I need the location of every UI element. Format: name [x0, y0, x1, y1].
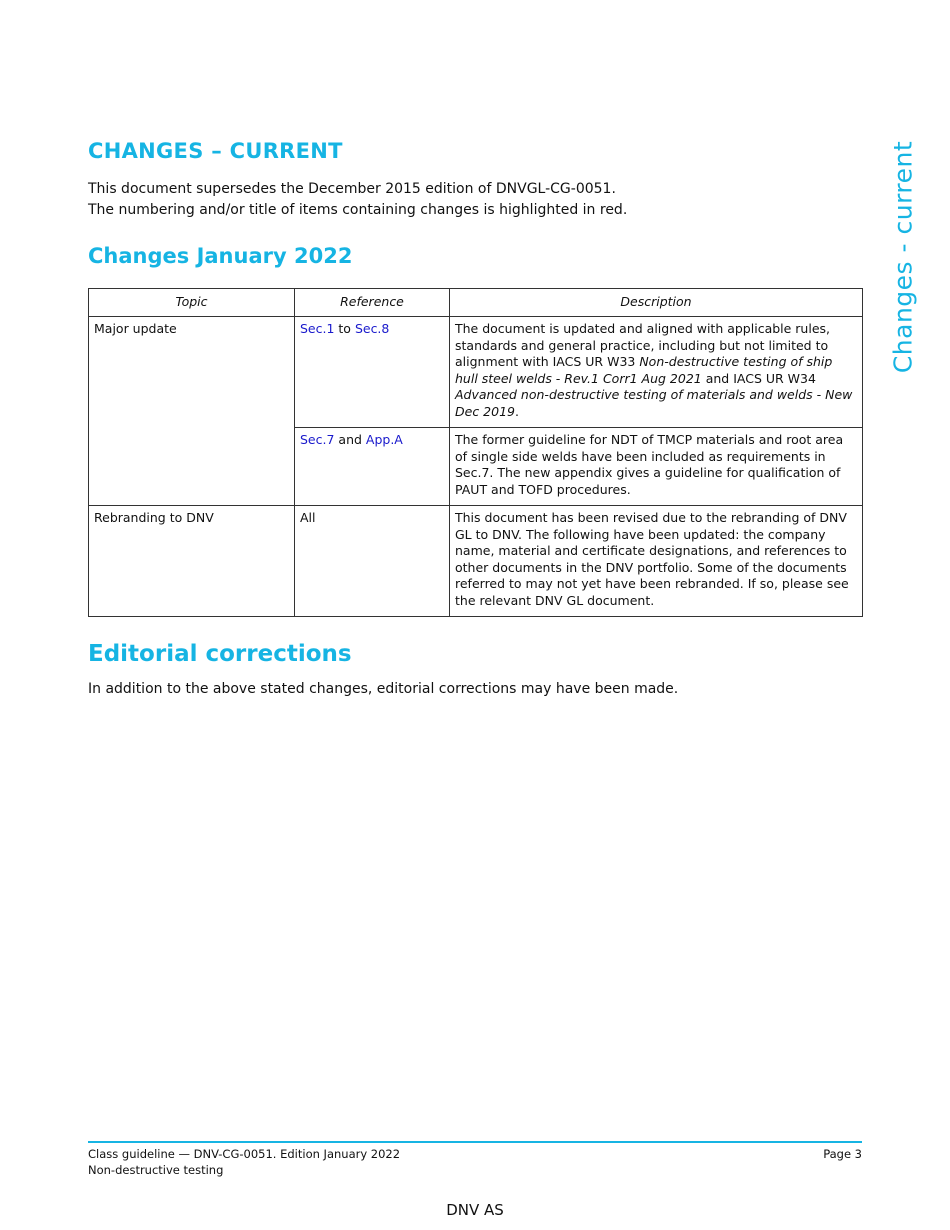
- side-tab: [883, 142, 923, 372]
- link-sec8[interactable]: Sec.8: [354, 321, 390, 336]
- cell-reference: All: [295, 506, 450, 617]
- company-name: DNV AS: [446, 1201, 504, 1219]
- table-row: [89, 506, 863, 617]
- changes-heading: Changes January 2022: [88, 244, 353, 268]
- cell-reference: [295, 428, 450, 506]
- editorial-heading: Editorial corrections: [88, 641, 352, 667]
- intro-line-1: This document supersedes the December 2015 edition of DNVGL-CG-0051.: [88, 181, 616, 197]
- header-topic: Topic: [89, 289, 295, 317]
- changes-table: [88, 288, 863, 617]
- link-app-a[interactable]: App.A: [365, 432, 403, 447]
- footer-doc-title: Class guideline — DNV-CG-0051. Edition January 2022: [88, 1147, 401, 1161]
- desc-text-3: .: [514, 403, 519, 419]
- footer: [88, 1146, 862, 1178]
- reference-join: and: [334, 432, 366, 447]
- side-tab-label: Changes - current: [888, 140, 918, 374]
- link-sec7[interactable]: Sec.7: [300, 432, 335, 447]
- desc-text-1: The document is updated and aligned with applicable rules, standards and general practice, including but not limited to alignment with IACS UR W33: [455, 321, 831, 370]
- page-number: Page 3: [823, 1147, 862, 1161]
- desc-italic-1: Non-destructive testing of ship hull steel welds - Rev.1 Corr1 Aug 2021: [455, 354, 833, 386]
- cell-description: This document has been revised due to the rebranding of DNV GL to DNV. The following have been updated: the company name, material and certificate designations, and references to other documents in the DNV portfolio. Some of the documents referred to may not yet have been rebranded. If so, please see the relevant DNV GL document.: [450, 506, 863, 617]
- desc-text-2: and IACS UR W34: [701, 370, 816, 386]
- reference-join: to: [334, 321, 355, 336]
- intro-line-2: The numbering and/or title of items containing changes is highlighted in red.: [88, 202, 628, 218]
- header-description: Description: [450, 289, 863, 317]
- cell-topic: Rebranding to DNV: [89, 506, 295, 617]
- link-sec1[interactable]: Sec.1: [300, 321, 335, 336]
- desc-italic-2: Advanced non-destructive testing of materials and welds - New Dec 2019: [455, 387, 853, 419]
- footer-doc-subtitle: Non-destructive testing: [88, 1163, 224, 1177]
- footer-divider: [88, 1141, 862, 1143]
- cell-topic: Major update: [89, 317, 295, 506]
- editorial-text: In addition to the above stated changes, editorial corrections may have been made.: [88, 681, 679, 697]
- table-row: [89, 317, 863, 428]
- table-header-row: [89, 289, 863, 317]
- cell-reference: [295, 317, 450, 428]
- page-title: CHANGES – CURRENT: [88, 139, 343, 163]
- cell-description: The former guideline for NDT of TMCP materials and root area of single side welds have been included as requirements in Sec.7. The new appendix gives a guideline for qualification of PAUT and TOFD procedures.: [450, 428, 863, 506]
- header-reference: Reference: [295, 289, 450, 317]
- intro-text: [88, 179, 858, 221]
- cell-description: [450, 317, 863, 428]
